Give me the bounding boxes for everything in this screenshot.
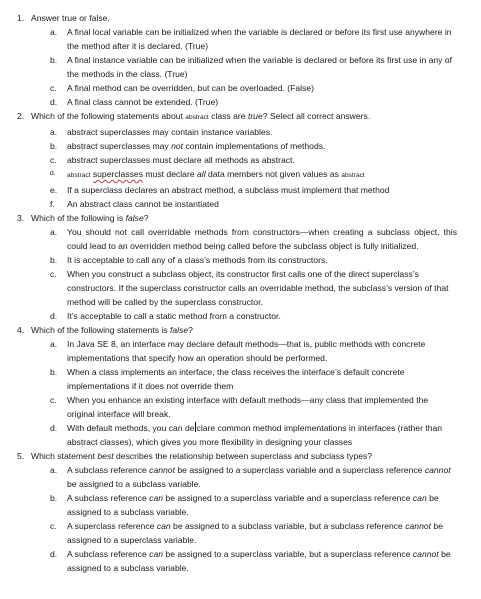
option-letter: c. xyxy=(50,155,57,165)
option-1c xyxy=(0,81,481,95)
option-letter: d. xyxy=(50,423,58,433)
option-4c xyxy=(0,393,481,421)
option-text: abstract superclasses must declare all methods as abstract. xyxy=(67,155,295,165)
question-prompt: Which statement best describes the relationship between superclass and subclass types? xyxy=(31,451,373,461)
option-text: In Java SE 8, an interface may declare default methods—that is, public methods with concrete implementations that specify how an operation should be performed. xyxy=(67,339,426,363)
option-text: abstract superclasses may not contain implementations of methods. xyxy=(67,141,326,151)
question-1 xyxy=(0,11,481,25)
option-text: If a superclass declares an abstract method, a subclass must implement that method xyxy=(67,185,390,195)
question-prompt: Answer true or false. xyxy=(31,13,110,23)
option-2d xyxy=(0,167,481,183)
option-letter: a. xyxy=(50,227,58,237)
option-letter: a. xyxy=(50,27,58,37)
option-text: An abstract class cannot be instantiated xyxy=(67,199,219,209)
option-text: When you enhance an existing interface with default methods—any class that implemented the original interface will break. xyxy=(67,395,429,419)
question-number: 5. xyxy=(17,451,25,461)
question-prompt: Which of the following statements is false? xyxy=(31,325,193,335)
question-5 xyxy=(0,449,481,463)
option-text: A subclass reference cannot be assigned to a superclass variable and a superclass reference cannot be assigned to a subclass variable. xyxy=(67,465,451,489)
option-text: A subclass reference can be assigned to a superclass variable and a superclass reference can be assigned to a subclass variable. xyxy=(67,493,439,517)
spellcheck-underline: superclasses xyxy=(92,169,144,179)
question-prompt: Which of the following statements about abstract class are true? Select all correct answers. xyxy=(31,111,371,121)
option-letter: b. xyxy=(50,55,58,65)
question-prompt: Which of the following is false? xyxy=(31,213,149,223)
option-text: When a class implements an interface, the class receives the interface’s default concrete implementations if it does not override them xyxy=(67,367,405,391)
option-4b xyxy=(0,365,481,393)
option-text: When you construct a subclass object, its constructor first calls one of the direct superclass’s constructors. If the superclass constructor calls an overridable method, the subclass’s version of that method will be called by the superclass constructor. xyxy=(67,269,449,307)
option-letter: a. xyxy=(50,339,58,349)
option-letter: d. xyxy=(50,549,58,559)
option-2e xyxy=(0,183,481,197)
document-page xyxy=(0,11,481,575)
option-letter: d. xyxy=(50,311,58,321)
option-3d xyxy=(0,309,481,323)
option-text: A final class cannot be extended. (True) xyxy=(67,97,219,107)
option-text: It’s acceptable to call a static method from a constructor. xyxy=(67,311,281,321)
question-3 xyxy=(0,211,481,225)
option-5a xyxy=(0,463,481,491)
option-4d xyxy=(0,421,481,449)
option-4a xyxy=(0,337,481,365)
option-letter: c. xyxy=(50,269,57,279)
option-2c xyxy=(0,153,481,167)
option-1b xyxy=(0,53,481,81)
option-2b xyxy=(0,139,481,153)
question-2 xyxy=(0,109,481,125)
question-number: 3. xyxy=(17,213,25,223)
option-letter: b. xyxy=(50,141,58,151)
option-text: A final local variable can be initialized when the variable is declared or before its first use anywhere in the method after it is declared. (True) xyxy=(67,27,452,51)
option-letter: c. xyxy=(50,395,57,405)
question-number: 1. xyxy=(17,13,25,23)
option-letter: d. xyxy=(50,170,56,177)
option-3b xyxy=(0,253,481,267)
question-number: 4. xyxy=(17,325,25,335)
option-text: It is acceptable to call any of a class’s methods from its constructors. xyxy=(67,255,328,265)
option-text: You should not call overridable methods from constructors—when creating a subclass object, this could lead to an overridden method being called before the subclass object is fully initialized. xyxy=(67,227,457,251)
option-text: abstract superclasses must declare all data members not given values as abstract xyxy=(67,169,365,179)
option-text: A final method can be overridden, but can be overloaded. (False) xyxy=(67,83,314,93)
option-text: A final instance variable can be initialized when the variable is declared or before its first use in any of the methods in the class. (True) xyxy=(67,55,453,79)
option-text: A superclass reference can be assigned to a subclass variable, but a subclass reference cannot be assigned to a superclass variable. xyxy=(67,521,443,545)
option-letter: a. xyxy=(50,465,58,475)
option-letter: f. xyxy=(50,199,55,209)
option-text: A subclass reference can be assigned to a superclass variable, but a superclass reference cannot be assigned to a subclass variable. xyxy=(67,549,451,573)
option-letter: e. xyxy=(50,185,58,195)
option-letter: c. xyxy=(50,521,57,531)
option-3c xyxy=(0,267,481,309)
option-letter: b. xyxy=(50,367,58,377)
question-number: 2. xyxy=(17,111,25,121)
question-4 xyxy=(0,323,481,337)
option-2a xyxy=(0,125,481,139)
option-3a xyxy=(0,225,481,253)
option-5c xyxy=(0,519,481,547)
option-letter: c. xyxy=(50,83,57,93)
option-1a xyxy=(0,25,481,53)
option-2f xyxy=(0,197,481,211)
option-5b xyxy=(0,491,481,519)
option-text: With default methods, you can de clare common method implementations in interfaces (rather than abstract classes), which gives you more flexibility in designing your classes xyxy=(67,423,443,447)
option-1d xyxy=(0,95,481,109)
option-letter: b. xyxy=(50,493,58,503)
option-letter: b. xyxy=(50,255,58,265)
option-letter: a. xyxy=(50,127,58,137)
option-letter: d. xyxy=(50,97,58,107)
option-text: abstract superclasses may contain instance variables. xyxy=(67,127,273,137)
option-5d xyxy=(0,547,481,575)
